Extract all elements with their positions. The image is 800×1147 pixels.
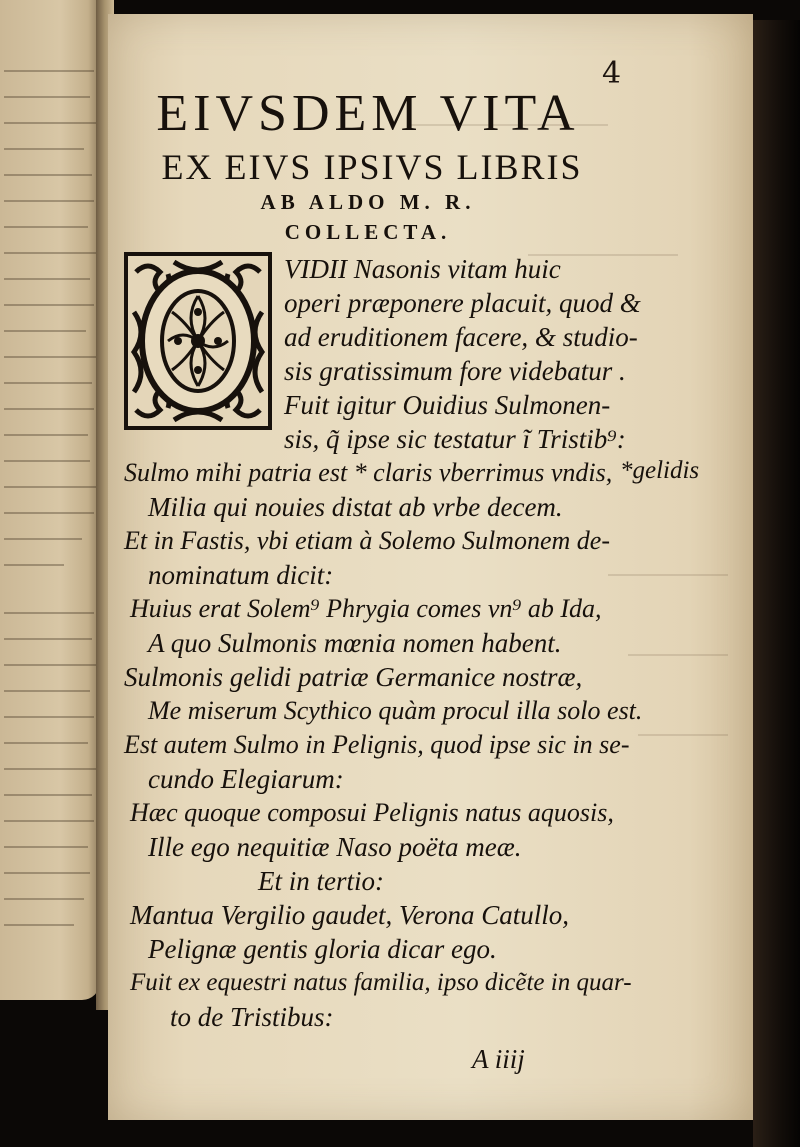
text-line: cundo Elegiarum:: [148, 764, 344, 794]
text-line: Est autem Sulmo in Pelignis, quod ipse sic in se-: [124, 730, 630, 759]
text-line: Hæc quoque composui Pelignis natus aquosis,: [130, 798, 614, 827]
text-line: sis, q̃ ipse sic testatur ĩ Tristib⁹:: [284, 424, 626, 454]
text-line: Pelignæ gentis gloria dicar ego.: [148, 934, 497, 964]
page-number: 4: [602, 56, 622, 91]
text-line: ad eruditionem facere, & studio-: [284, 322, 638, 352]
page-title: EIVSDEM VITA: [156, 85, 580, 142]
text-line: to de Tristibus:: [170, 1002, 334, 1032]
text-line: Me miserum Scythico quàm procul illa solo est.: [148, 696, 643, 725]
text-line: Huius erat Solem⁹ Phrygia comes vn⁹ ab Ida,: [130, 594, 602, 623]
text-line: Sulmo mihi patria est * claris vberrimus vndis,: [124, 458, 613, 487]
text-line: sis gratissimum fore videbatur .: [284, 356, 626, 386]
text-line: operi præponere placuit, quod &: [284, 288, 641, 318]
text-line: Milia qui nouies distat ab vrbe decem.: [148, 492, 563, 522]
text-line: Fuit igitur Ouidius Sulmonen-: [284, 390, 611, 420]
facing-page-left: [0, 0, 100, 1000]
page-subtitle: EX EIVS IPSIVS LIBRIS: [161, 147, 583, 187]
decorated-initial-o: [124, 252, 272, 430]
text-line: VIDII Nasonis vitam huic: [284, 254, 561, 284]
page-subtitle-author: AB ALDO M. R.: [260, 190, 476, 214]
text-line: Mantua Vergilio gaudet, Verona Catullo,: [130, 900, 569, 930]
text-line: Et in tertio:: [258, 866, 384, 896]
text-line: Ille ego nequitiæ Naso poëta meæ.: [148, 832, 522, 862]
margin-note: *gelidis: [620, 457, 700, 484]
page-edge: [753, 20, 800, 1147]
signature-mark: A iiij: [472, 1044, 525, 1074]
page-subtitle-collecta: COLLECTA.: [284, 220, 452, 244]
text-line: Fuit ex equestri natus familia, ipso dicẽte in quar-: [130, 969, 632, 996]
book-page: [108, 14, 753, 1120]
text-line: nominatum dicit:: [148, 560, 334, 590]
text-line: Sulmonis gelidi patriæ Germanice nostræ,: [124, 662, 583, 692]
text-line: A quo Sulmonis mœnia nomen habent.: [148, 628, 562, 658]
text-line: Et in Fastis, vbi etiam à Solemo Sulmonem de-: [124, 526, 610, 555]
